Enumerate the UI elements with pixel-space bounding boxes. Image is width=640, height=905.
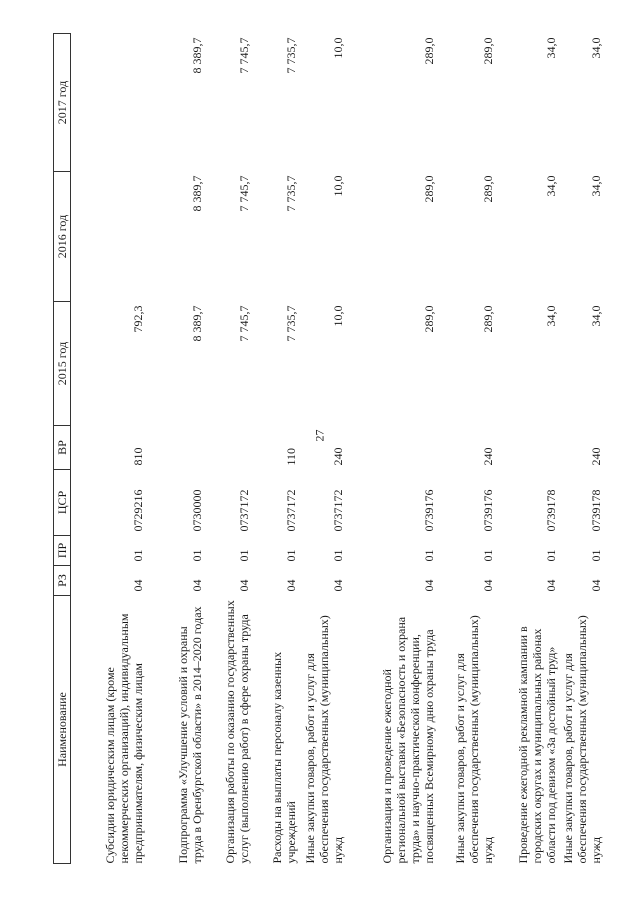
row-csr: 0739176 (481, 489, 495, 532)
row-rz: 04 (131, 579, 145, 592)
row-2015: 10,0 (331, 305, 345, 327)
row-csr: 0737172 (331, 489, 345, 532)
row-vr (205, 426, 252, 470)
row-vr (346, 426, 437, 470)
row-csr: 0737172 (284, 489, 298, 532)
header-vr: ВР (54, 426, 71, 470)
table-row (252, 34, 299, 864)
row-vr: 810 (131, 447, 145, 466)
row-2017: 289,0 (422, 37, 436, 65)
header-pr: ПР (54, 536, 71, 566)
table-row (71, 34, 147, 864)
row-pr: 01 (284, 549, 298, 562)
row-rz: 04 (481, 579, 495, 592)
row-name: Иные закупки товаров, работ и услуг для обеспечения государственных (муниципальных) нужд (303, 615, 345, 864)
row-2017: 7 745,7 (237, 37, 251, 74)
row-vr (496, 426, 559, 470)
row-pr: 01 (131, 549, 145, 562)
row-2017: 34,0 (544, 37, 558, 59)
header-2015: 2015 год (54, 302, 71, 426)
row-vr: 240 (331, 447, 345, 466)
row-rz: 04 (237, 579, 251, 592)
row-2015: 792,3 (131, 305, 145, 333)
row-vr: 110 (284, 447, 298, 466)
row-2016: 8 389,7 (190, 175, 204, 212)
table-row (205, 34, 252, 864)
table-row (346, 34, 437, 864)
row-2015: 34,0 (544, 305, 558, 327)
row-vr (146, 426, 205, 470)
row-2015: 7 745,7 (237, 305, 251, 342)
row-rz: 04 (422, 579, 436, 592)
row-csr: 0739178 (589, 489, 603, 532)
row-2017: 8 389,7 (190, 37, 204, 74)
table-row (437, 34, 496, 864)
table-row (496, 34, 559, 864)
row-2016: 7 745,7 (237, 175, 251, 212)
row-2017: 7 735,7 (284, 37, 298, 74)
row-vr: 240 (589, 447, 603, 466)
table-row (559, 34, 604, 864)
row-2017: 10,0 (331, 37, 345, 59)
row-2016: 34,0 (589, 175, 603, 197)
page-number: 27 (312, 429, 327, 442)
row-pr: 01 (190, 549, 204, 562)
row-name: Проведение ежегодной рекламной кампании в городских округах и муниципальных районах области под девизом «За достойный труд» (516, 626, 558, 864)
row-2017: 289,0 (481, 37, 495, 65)
row-2015: 289,0 (422, 305, 436, 333)
row-pr: 01 (481, 549, 495, 562)
row-csr: 0739178 (544, 489, 558, 532)
budget-table (53, 33, 604, 864)
header-name: Наименование (54, 596, 71, 864)
row-2015: 34,0 (589, 305, 603, 327)
row-2016: 289,0 (481, 175, 495, 203)
header-csr: ЦСР (54, 470, 71, 536)
header-2016: 2016 год (54, 172, 71, 302)
table-row (146, 34, 205, 864)
row-csr: 0729216 (131, 489, 145, 532)
rotated-budget-table (53, 34, 603, 864)
row-2016: 34,0 (544, 175, 558, 197)
row-rz: 04 (331, 579, 345, 592)
row-pr: 01 (331, 549, 345, 562)
row-2015: 7 735,7 (284, 305, 298, 342)
row-2016: 7 735,7 (284, 175, 298, 212)
row-csr: 0730000 (190, 489, 204, 532)
row-csr: 0737172 (237, 489, 251, 532)
row-2016 (71, 172, 147, 302)
row-name: Подпрограмма «Улучшение условий и охраны труда в Оренбургской области» в 2014–2020 годах (176, 606, 204, 864)
row-rz: 04 (589, 579, 603, 592)
row-name: Иные закупки товаров, работ и услуг для обеспечения государственных (муниципальных) нужд (561, 615, 603, 864)
row-pr: 01 (544, 549, 558, 562)
row-2017 (71, 34, 147, 172)
row-name: Организация работы по оказанию государственных услуг (выполнению работ) в сфере охраны труда (223, 600, 251, 864)
row-name: Субсидии юридическим лицам (кроме некоммерческих организаций), индивидуальным предпринимателям, физическим лицам (103, 613, 145, 864)
row-name: Организация и проведение ежегодной региональной выставки «Безопасность и охрана труда» и научно-практической конференции, посвященных Всемирному дню охраны труда (380, 616, 436, 864)
row-vr: 240 (481, 447, 495, 466)
row-rz: 04 (284, 579, 298, 592)
row-name: Расходы на выплаты персоналу казенных учреждений (270, 651, 298, 864)
header-2017: 2017 год (54, 34, 71, 172)
table-row (299, 34, 346, 864)
row-2016: 10,0 (331, 175, 345, 197)
row-pr: 01 (237, 549, 251, 562)
row-2015: 8 389,7 (190, 305, 204, 342)
row-pr: 01 (422, 549, 436, 562)
header-rz: РЗ (54, 566, 71, 596)
row-pr: 01 (589, 549, 603, 562)
row-rz: 04 (544, 579, 558, 592)
header-row (54, 34, 71, 864)
row-2016: 289,0 (422, 175, 436, 203)
row-rz: 04 (190, 579, 204, 592)
row-2015: 289,0 (481, 305, 495, 333)
row-name: Иные закупки товаров, работ и услуг для обеспечения государственных (муниципальных) нужд (453, 615, 495, 864)
row-2017: 34,0 (589, 37, 603, 59)
row-csr: 0739176 (422, 489, 436, 532)
